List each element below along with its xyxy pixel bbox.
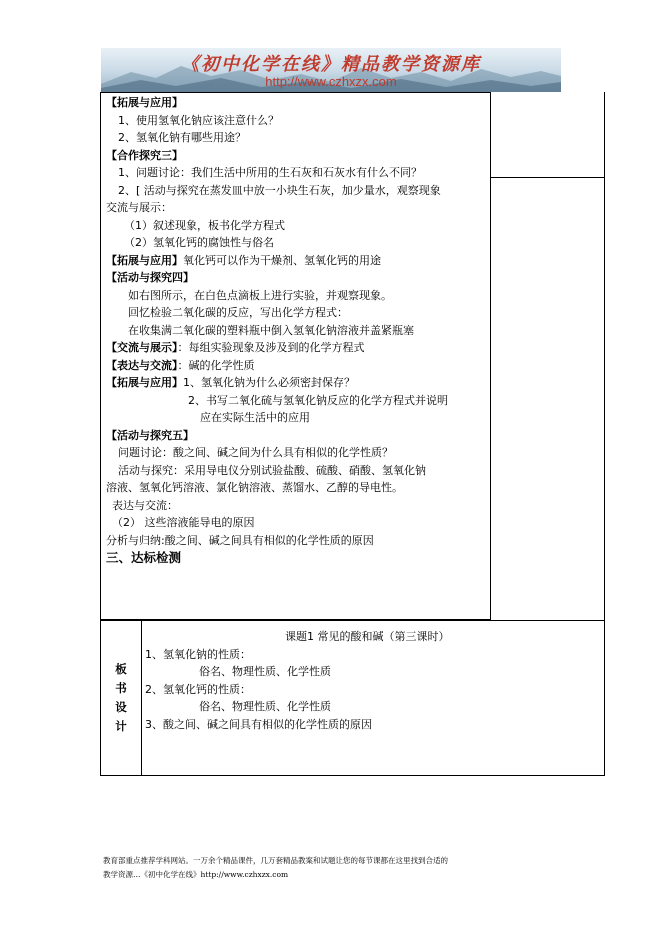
board-line: 俗名、物理性质、化学性质 <box>199 665 331 678</box>
board-label-divider <box>141 620 142 776</box>
right-column-divider <box>491 177 604 178</box>
lesson-line: 1、问题讨论：我们生活中所用的生石灰和石灰水有什么不同？ <box>118 166 422 179</box>
banner-title: 《初中化学在线》精品教学资源库 <box>181 54 481 75</box>
lesson-line: 交流与展示： <box>106 201 172 214</box>
board-label-char: 计 <box>115 719 127 733</box>
lesson-line <box>106 374 498 392</box>
section-heading: 【拓展与应用】 <box>106 376 183 389</box>
lesson-line: 表达与交流： <box>112 498 178 512</box>
lesson-line: 1、使用氢氧化钠应该注意什么？ <box>118 113 279 127</box>
board-design-label <box>109 660 133 736</box>
lesson-line: （2）氢氧化钙的腐蚀性与俗名 <box>124 236 274 249</box>
lesson-line: 2、[ 活动与探究在蒸发皿中放一小块生石灰，加少量水，观察现象 <box>118 183 441 197</box>
board-line: 1、氢氧化钠的性质： <box>145 647 251 661</box>
footer-line-2: 教学资源…《初中化学在线》http://www.czhxzx.com <box>103 870 289 879</box>
board-line: 2、氢氧化钙的性质： <box>145 682 251 696</box>
section-heading: 【拓展与应用】 <box>106 253 183 267</box>
lesson-line-text: ：每组实验现象及涉及到的化学方程式 <box>177 341 365 354</box>
lesson-line: 分析与归纳:酸之间、碱之间具有相似的化学性质的原因 <box>106 533 374 547</box>
lesson-line: 溶液、氢氧化钙溶液、氯化钠溶液、蒸馏水、乙醇的导电性。 <box>106 481 403 494</box>
lesson-line: 应在实际生活中的应用 <box>200 411 310 424</box>
lesson-line: 2、氢氧化钠有哪些用途？ <box>118 131 246 144</box>
banner-url[interactable]: http://www.czhxzx.com <box>265 74 397 89</box>
lesson-line-text: 氧化钙可以作为干燥剂、氢氧化钙的用途 <box>183 253 381 267</box>
lesson-line-text: ：碱的化学性质 <box>177 358 255 372</box>
lesson-line <box>106 252 498 270</box>
board-line: 俗名、物理性质、化学性质 <box>199 700 331 713</box>
lesson-line: 【活动与探究五】 <box>106 428 194 442</box>
lesson-line: 【拓展与应用】 <box>106 96 183 109</box>
section-heading: 【交流与展示】 <box>106 341 178 354</box>
section-heading: 【表达与交流】 <box>106 358 178 372</box>
lesson-line: 三、达标检测 <box>106 550 182 565</box>
lesson-line <box>106 339 498 357</box>
lesson-line: 2、书写二氧化硫与氢氧化钠反应的化学方程式并说明 <box>188 393 448 407</box>
lesson-line: 如右图所示，在白色点滴板上进行实验，并观察现象。 <box>128 288 392 302</box>
lesson-content <box>106 94 498 567</box>
board-title: 课题1 常见的酸和碱（第三课时） <box>285 630 450 643</box>
board-label-char: 设 <box>115 700 127 714</box>
lesson-line-text: 1、氢氧化钠为什么必须密封保存？ <box>183 376 355 389</box>
lesson-line: 回忆检验二氧化碳的反应，写出化学方程式： <box>128 306 348 319</box>
lesson-line <box>106 357 498 375</box>
footer-note <box>103 854 573 882</box>
board-line: 3、酸之间、碱之间具有相似的化学性质的原因 <box>145 717 372 731</box>
lesson-line: （1）叙述现象，板书化学方程式 <box>124 218 285 232</box>
lesson-line: 在收集满二氧化碳的塑料瓶中倒入氢氧化钠溶液并盖紧瓶塞 <box>128 323 414 337</box>
header-banner <box>101 48 561 92</box>
footer-line-1: 教育部重点推荐学科网站。一万余个精品课件，几万套精品教案和试题让您的每节课都在这里找到合适的 <box>103 856 448 865</box>
lesson-line: 问题讨论：酸之间、碱之间为什么具有相似的化学性质？ <box>118 446 393 459</box>
lesson-line: （2） 这些溶液能导电的原因 <box>112 516 255 529</box>
board-design-content <box>145 628 600 733</box>
lesson-line: 【合作探究三】 <box>106 148 183 162</box>
board-label-char: 板 <box>115 662 127 676</box>
board-label-char: 书 <box>115 681 127 695</box>
lesson-line: 【活动与探究四】 <box>106 271 194 284</box>
lesson-line: 活动与探究：采用导电仪分别试验盐酸、硫酸、硝酸、氢氧化钠 <box>118 463 426 477</box>
right-column-border <box>604 92 605 620</box>
